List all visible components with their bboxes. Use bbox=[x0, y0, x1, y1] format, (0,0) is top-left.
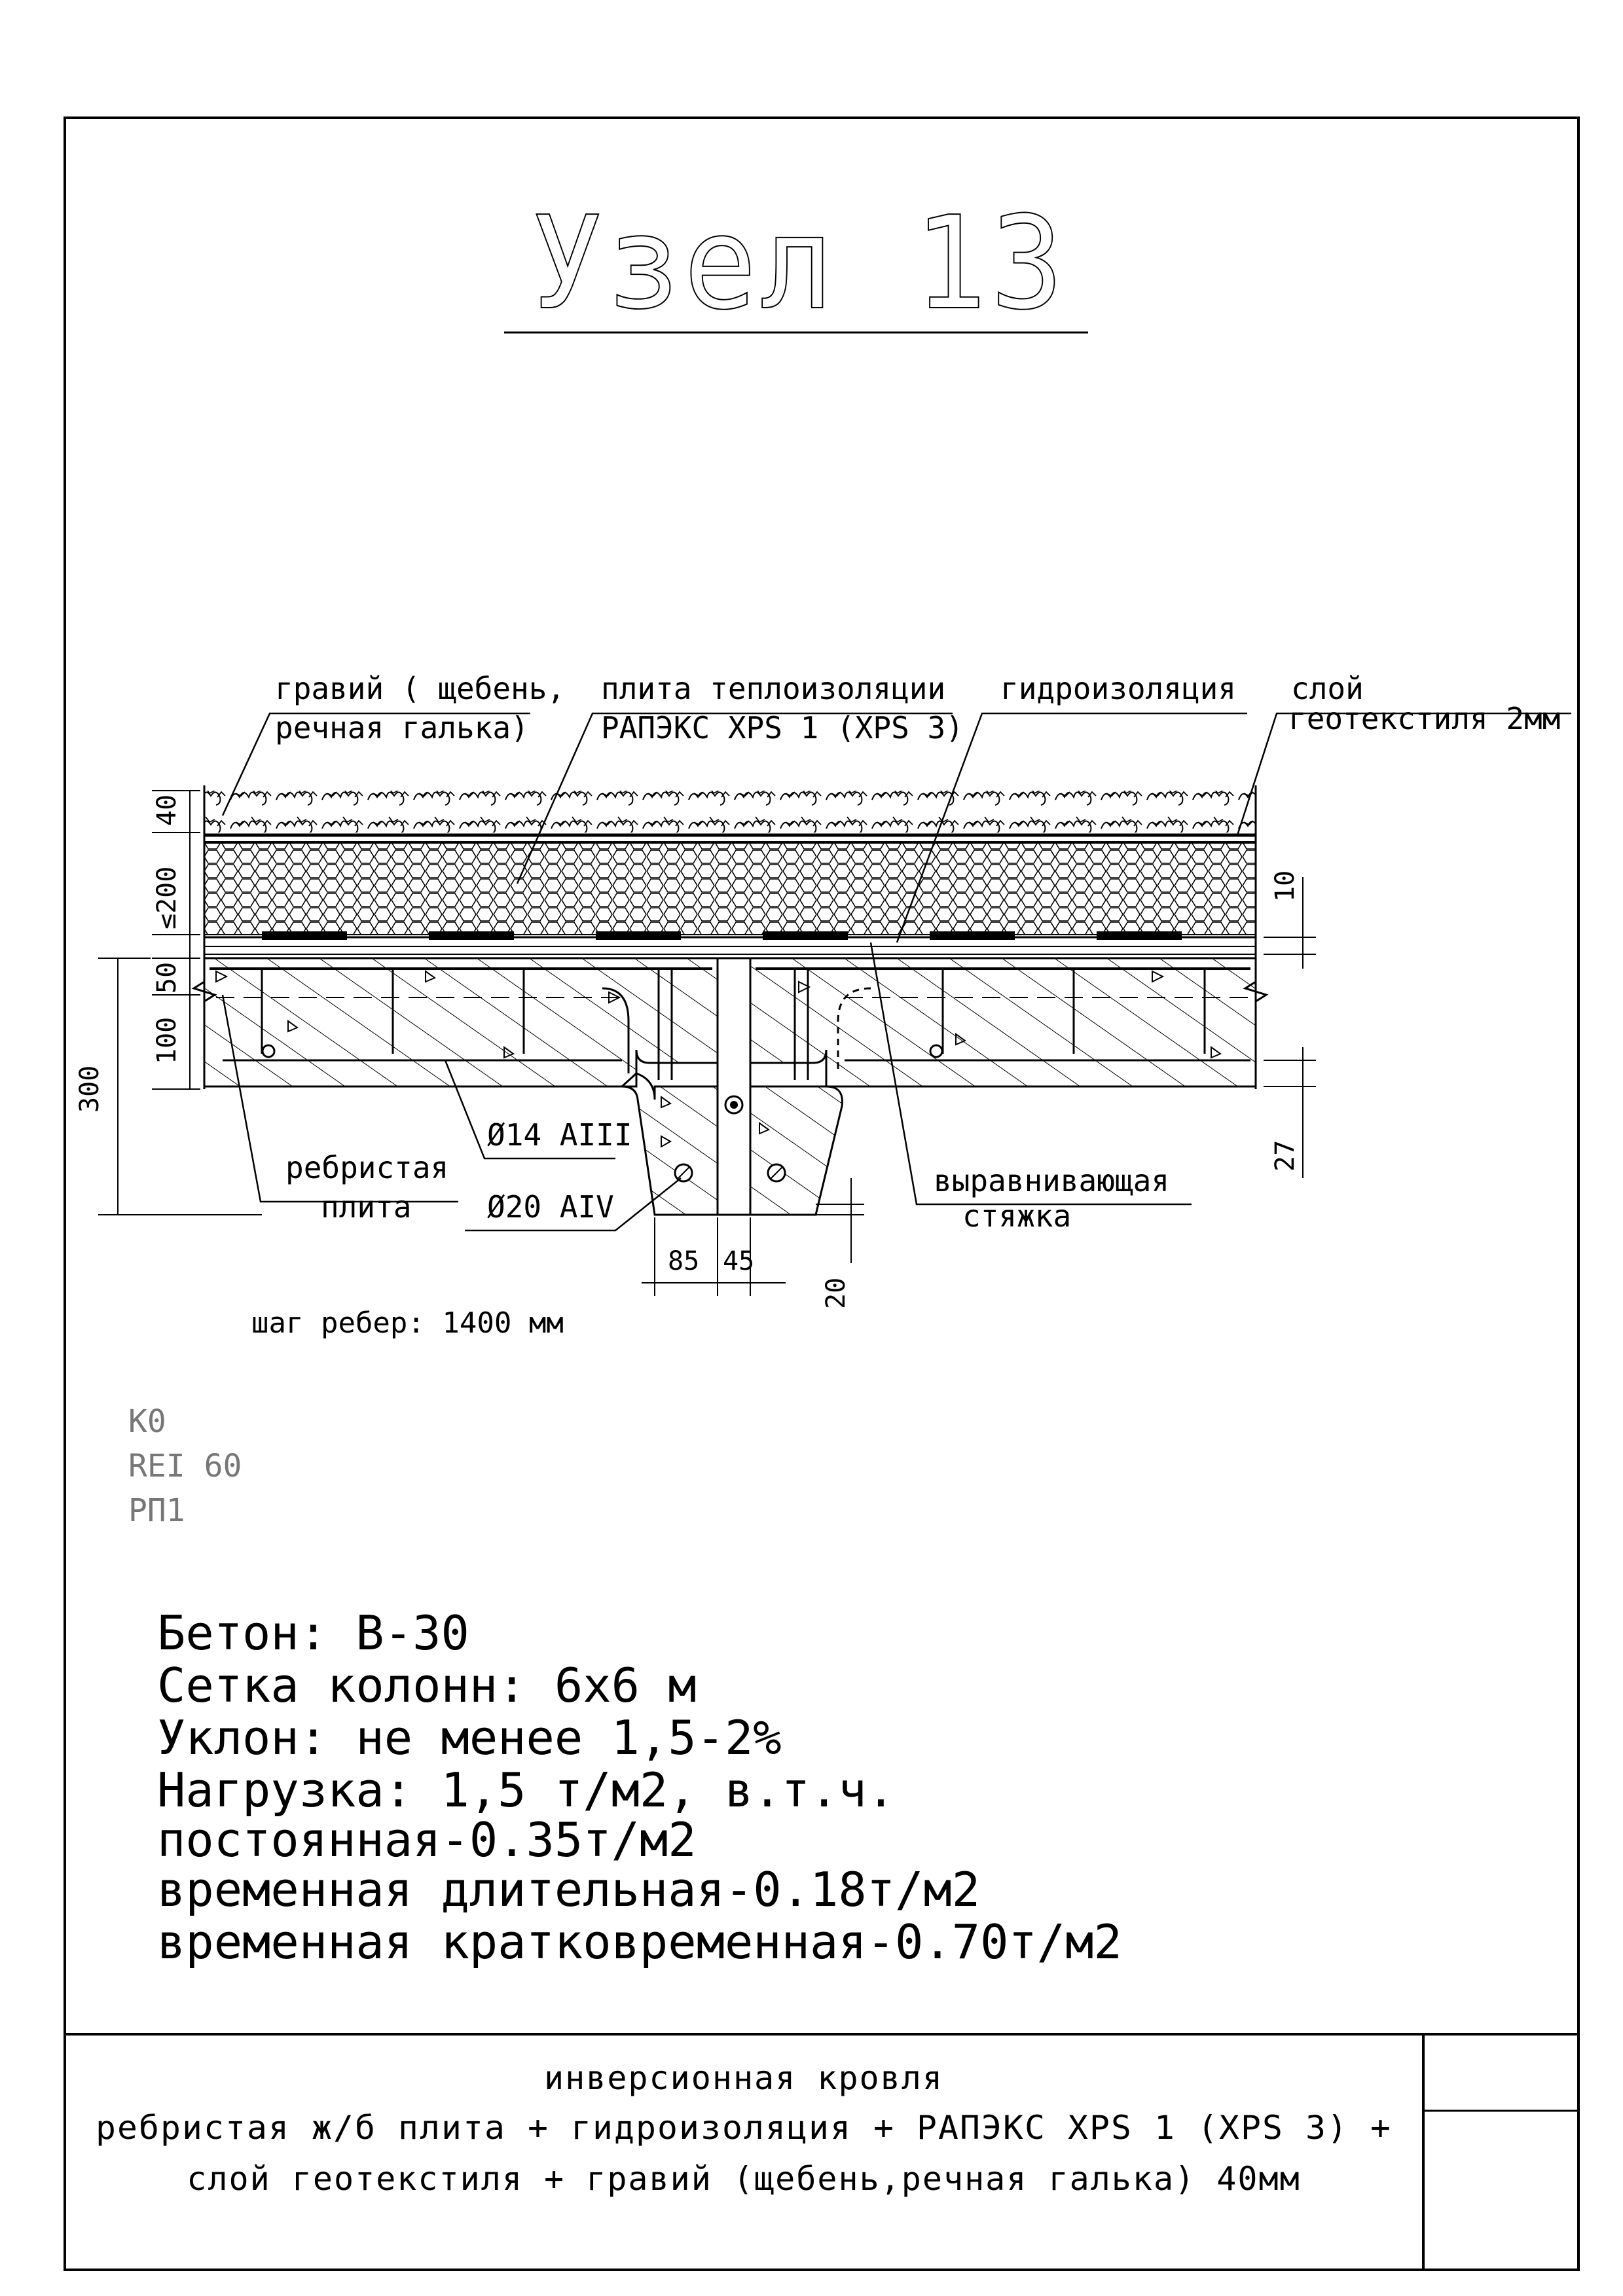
insulation-layer bbox=[204, 843, 1256, 935]
rib-left bbox=[622, 1073, 718, 1215]
fire-roof-class: РП1 bbox=[128, 1492, 185, 1529]
slab-shelf-right bbox=[750, 958, 1256, 1086]
rib-joint bbox=[718, 958, 750, 1215]
label-ribbed-slab-2: плита bbox=[321, 1189, 412, 1225]
label-rebar-20: Ø20 AIV bbox=[487, 1189, 614, 1225]
fire-resistance: REI 60 bbox=[128, 1448, 242, 1484]
fire-class: K0 bbox=[128, 1403, 166, 1440]
dimensions-right bbox=[1264, 877, 1316, 1178]
spec-column-grid: Сетка колонн: 6х6 м bbox=[157, 1658, 697, 1713]
slab-shelf-left bbox=[204, 958, 718, 1086]
rib-right bbox=[750, 1086, 843, 1215]
label-gravel-1: гравий ( щебень, bbox=[275, 671, 566, 706]
label-insulation-2: РАПЭКС XPS 1 (XPS 3) bbox=[601, 710, 964, 745]
label-gravel-2: речная галька) bbox=[275, 710, 529, 745]
label-screed-1: выравнивающая bbox=[934, 1163, 1170, 1198]
label-screed-2: стяжка bbox=[962, 1198, 1072, 1234]
label-geotextile-1: слой bbox=[1291, 671, 1364, 706]
spec-short-term-load: временная кратковременная-0.70т/м2 bbox=[157, 1914, 1122, 1969]
dim-27: 27 bbox=[1270, 1139, 1300, 1172]
dim-200: ≤200 bbox=[152, 866, 182, 929]
spec-concrete: Бетон: B-30 bbox=[157, 1605, 469, 1660]
label-ribbed-slab-1: ребристая bbox=[285, 1150, 449, 1185]
dim-300: 300 bbox=[75, 1065, 105, 1113]
spec-load: Нагрузка: 1,5 т/м2, в.т.ч. bbox=[157, 1763, 896, 1818]
label-geotextile-2: геотекстиля 2мм bbox=[1288, 701, 1561, 736]
dim-20: 20 bbox=[821, 1277, 851, 1309]
dim-100: 100 bbox=[152, 1016, 182, 1064]
stamp-composition-2: слой геотекстиля + гравий (щебень,речная галька) 40мм bbox=[187, 2160, 1301, 2198]
page-title: Узел 13 bbox=[530, 189, 1067, 338]
spec-slope: Уклон: не менее 1,5-2% bbox=[157, 1710, 782, 1765]
dim-45: 45 bbox=[723, 1246, 755, 1276]
label-waterproofing: гидроизоляция bbox=[1000, 671, 1237, 706]
spec-permanent-load: постоянная-0.35т/м2 bbox=[157, 1812, 697, 1867]
dim-40: 40 bbox=[152, 794, 182, 826]
dim-10: 10 bbox=[1270, 870, 1300, 902]
label-insulation-1: плита теплоизоляции bbox=[601, 671, 946, 706]
label-rib-step: шаг ребер: 1400 мм bbox=[251, 1306, 564, 1340]
spec-long-term-load: временная длительная-0.18т/м2 bbox=[157, 1862, 981, 1917]
stamp-title: инверсионная кровля bbox=[544, 2059, 943, 2097]
gravel-layer bbox=[204, 791, 1256, 833]
stamp-composition-1: ребристая ж/б плита + гидроизоляция + РАПЭКС XPS 1 (XPS 3) + bbox=[96, 2109, 1392, 2147]
dim-85: 85 bbox=[668, 1246, 700, 1276]
label-rebar-14: Ø14 AIII bbox=[487, 1117, 632, 1153]
dim-50: 50 bbox=[152, 961, 182, 994]
